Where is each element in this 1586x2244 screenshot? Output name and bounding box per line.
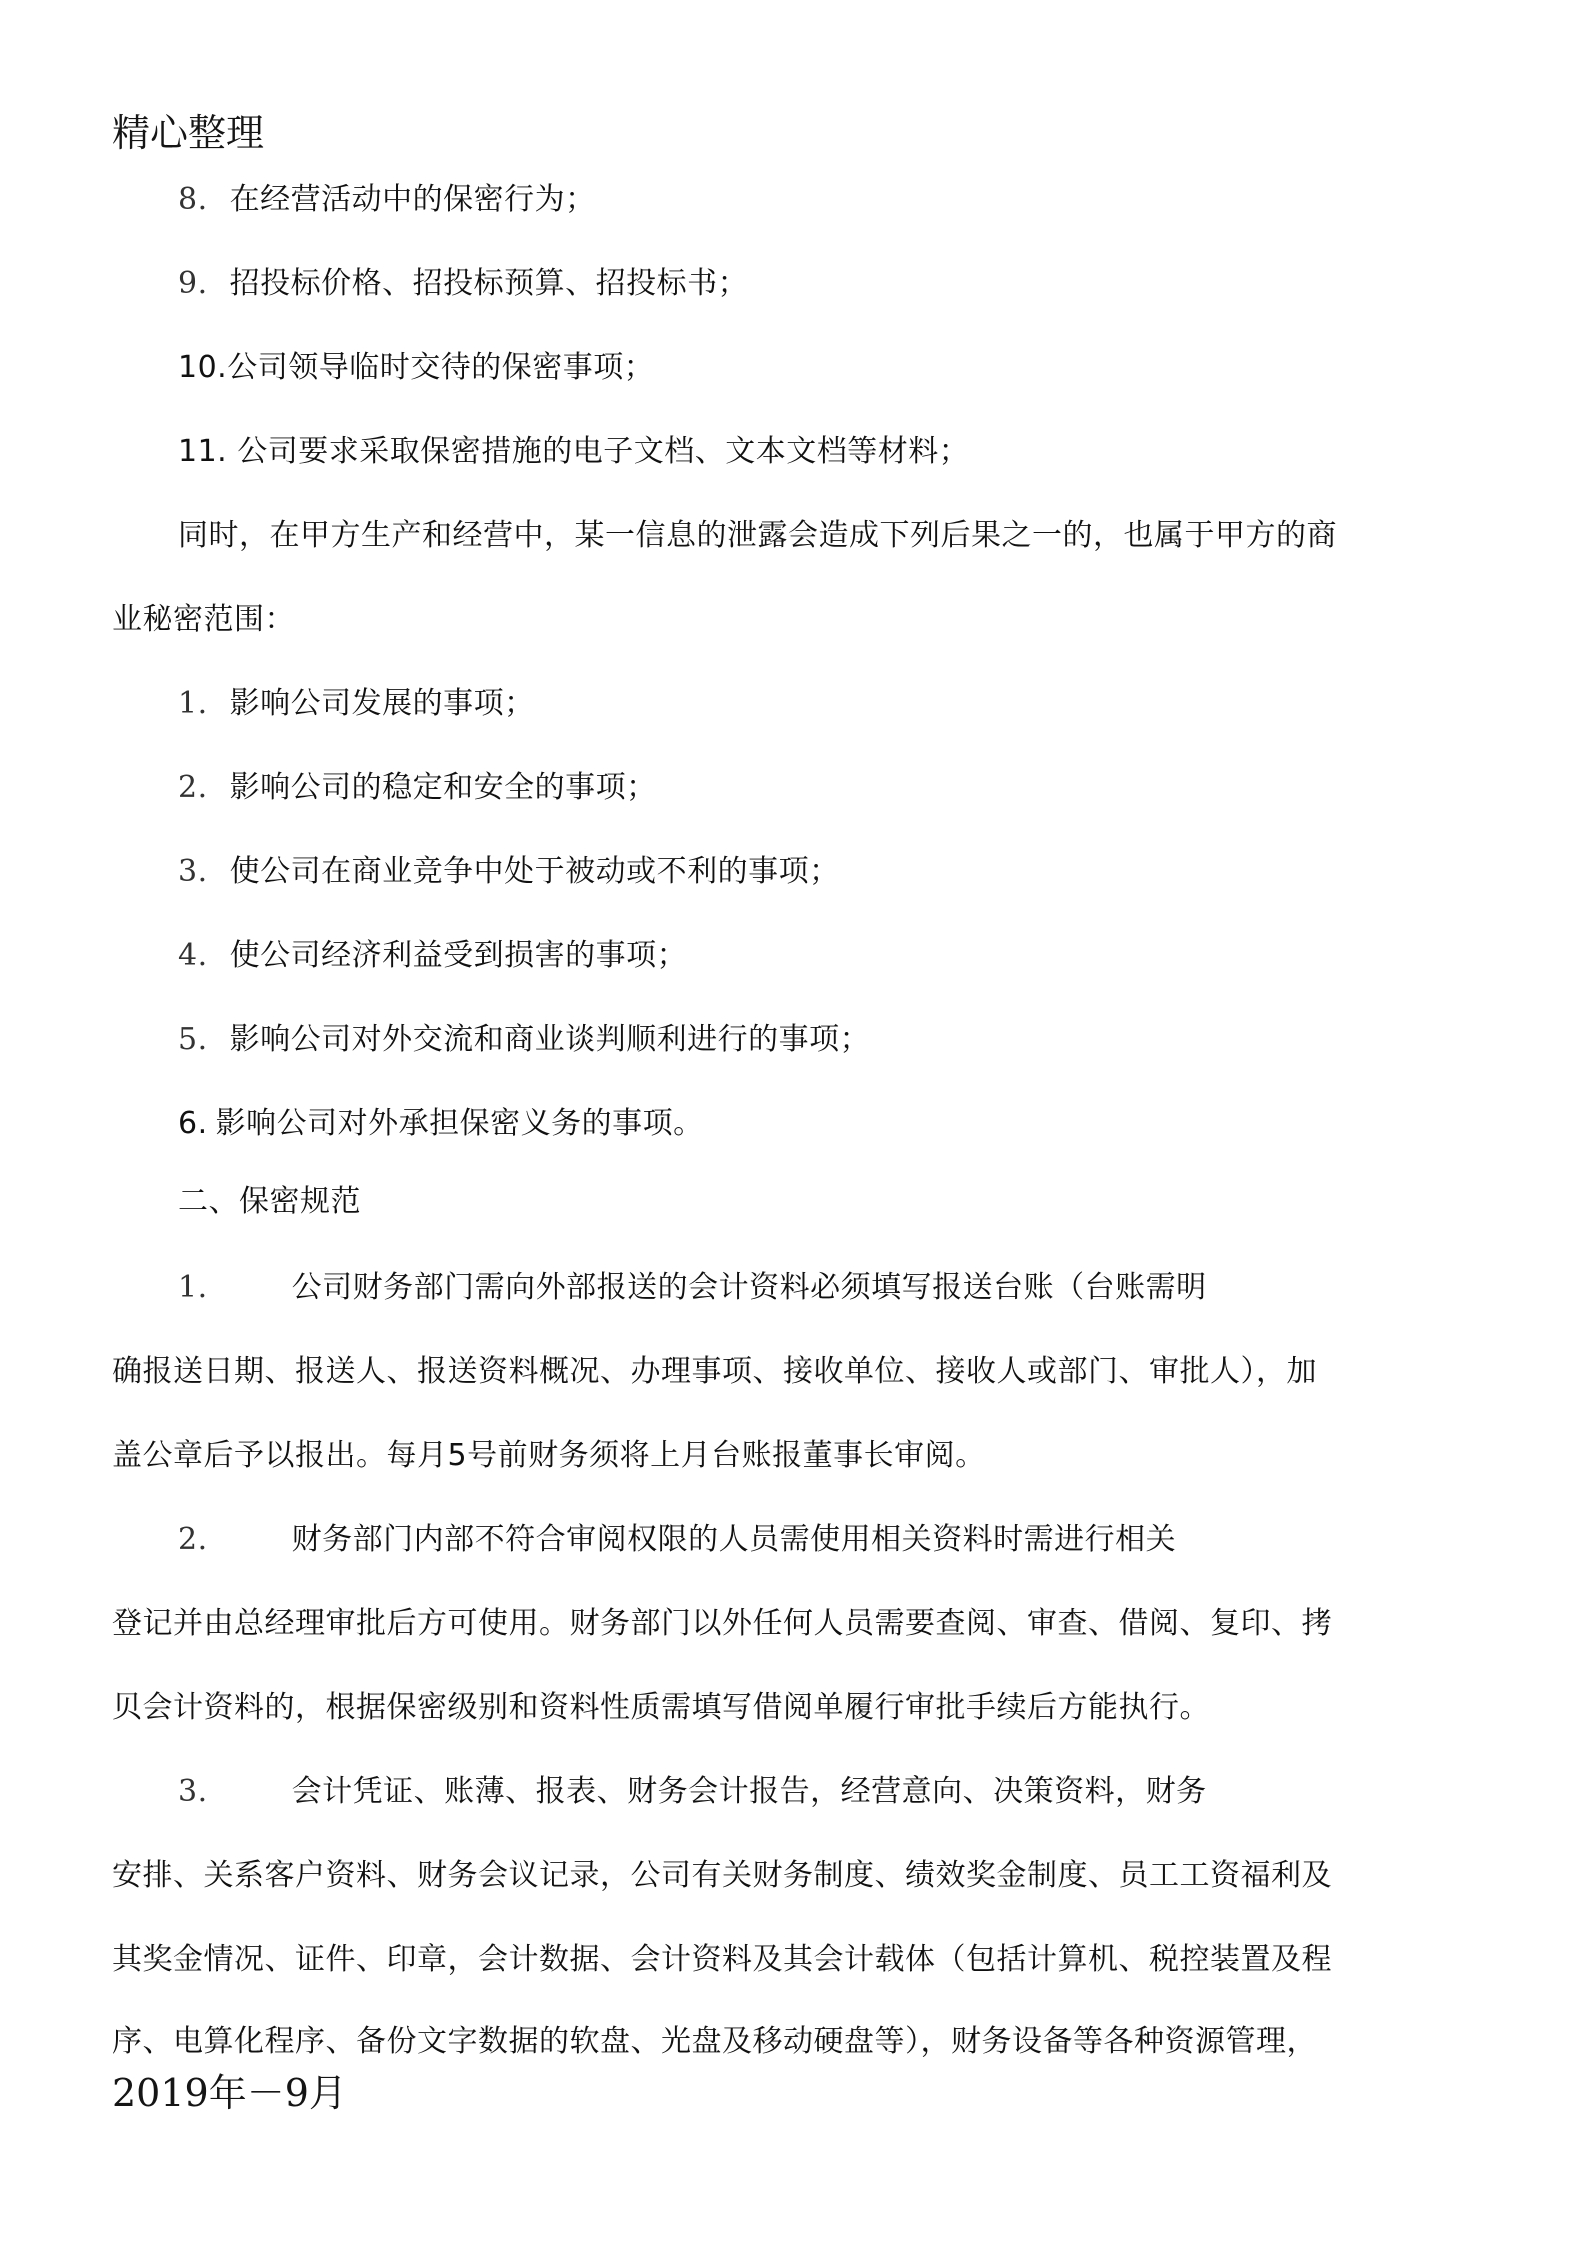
list-text: 使公司经济利益受到损害的事项； <box>229 938 688 973</box>
list-item <box>178 1018 870 1062</box>
list-text: 影响公司的稳定和安全的事项； <box>229 770 657 805</box>
paragraph-line: 其奖金情况、证件、印章，会计数据、会计资料及其会计载体（包括计算机、税控装置及程 <box>112 1942 1332 1977</box>
list-item <box>178 346 654 390</box>
paragraph-line: 安排、关系客户资料、财务会议记录，公司有关财务制度、绩效奖金制度、员工工资福利及 <box>112 1858 1332 1893</box>
paragraph-line: 序、电算化程序、备份文字数据的软盘、光盘及移动硬盘等），财务设备等各种资源管理， <box>112 2024 1317 2059</box>
list-text: 在经营活动中的保密行为； <box>229 182 596 217</box>
page-header: 精心整理 <box>112 111 265 155</box>
list-number: 8. <box>178 182 208 217</box>
list-text: 招投标价格、招投标预算、招投标书； <box>229 266 749 301</box>
rule-item <box>178 1266 1207 1310</box>
page-footer-date: 2019年－9月 <box>112 2071 347 2115</box>
list-item <box>178 766 657 810</box>
list-number: 2. <box>178 770 208 805</box>
rule-item <box>178 1770 1207 1814</box>
list-text: 公司领导临时交待的保密事项； <box>227 350 655 385</box>
section-title: 二、保密规范 <box>178 1184 361 1219</box>
list-text: 使公司在商业竞争中处于被动或不利的事项； <box>229 854 840 889</box>
list-number: 4. <box>178 938 208 973</box>
paragraph-line: 贝会计资料的，根据保密级别和资料性质需填写借阅单履行审批手续后方能执行。 <box>112 1690 1210 1725</box>
paragraph-line: 确报送日期、报送人、报送资料概况、办理事项、接收单位、接收人或部门、审批人），加 <box>112 1354 1317 1389</box>
list-text: 公司要求采取保密措施的电子文档、文本文档等材料； <box>237 434 970 469</box>
list-text: 影响公司对外承担保密义务的事项。 <box>215 1106 704 1141</box>
list-item <box>178 178 596 222</box>
list-item <box>178 850 840 894</box>
rule-item <box>178 1518 1176 1562</box>
paragraph-line: 业秘密范围： <box>112 602 295 637</box>
list-number: 11. <box>178 434 228 469</box>
list-number: 6. <box>178 1106 208 1141</box>
rule-text: 会计凭证、账薄、报表、财务会计报告，经营意向、决策资料，财务 <box>291 1774 1207 1809</box>
list-item <box>178 682 535 726</box>
list-number: 1. <box>178 686 208 721</box>
list-text: 影响公司对外交流和商业谈判顺利进行的事项； <box>229 1022 871 1057</box>
list-number: 9. <box>178 266 208 301</box>
paragraph-line: 盖公章后予以报出。每月5号前财务须将上月台账报董事长审阅。 <box>112 1438 986 1473</box>
rule-text: 公司财务部门需向外部报送的会计资料必须填写报送台账（台账需明 <box>291 1270 1207 1305</box>
list-item <box>178 262 748 306</box>
list-number: 10. <box>178 350 228 385</box>
rule-number: 3. <box>178 1774 208 1809</box>
rule-text: 财务部门内部不符合审阅权限的人员需使用相关资料时需进行相关 <box>291 1522 1177 1557</box>
paragraph-line: 登记并由总经理审批后方可使用。财务部门以外任何人员需要查阅、审查、借阅、复印、拷 <box>112 1606 1332 1641</box>
paragraph-line: 同时，在甲方生产和经营中，某一信息的泄露会造成下列后果之一的，也属于甲方的商 <box>178 518 1337 553</box>
list-item <box>178 934 687 978</box>
list-number: 5. <box>178 1022 208 1057</box>
rule-number: 1. <box>178 1270 208 1305</box>
rule-number: 2. <box>178 1522 208 1557</box>
list-item <box>178 430 969 474</box>
list-item <box>178 1102 704 1146</box>
list-text: 影响公司发展的事项； <box>229 686 535 721</box>
list-number: 3. <box>178 854 208 889</box>
